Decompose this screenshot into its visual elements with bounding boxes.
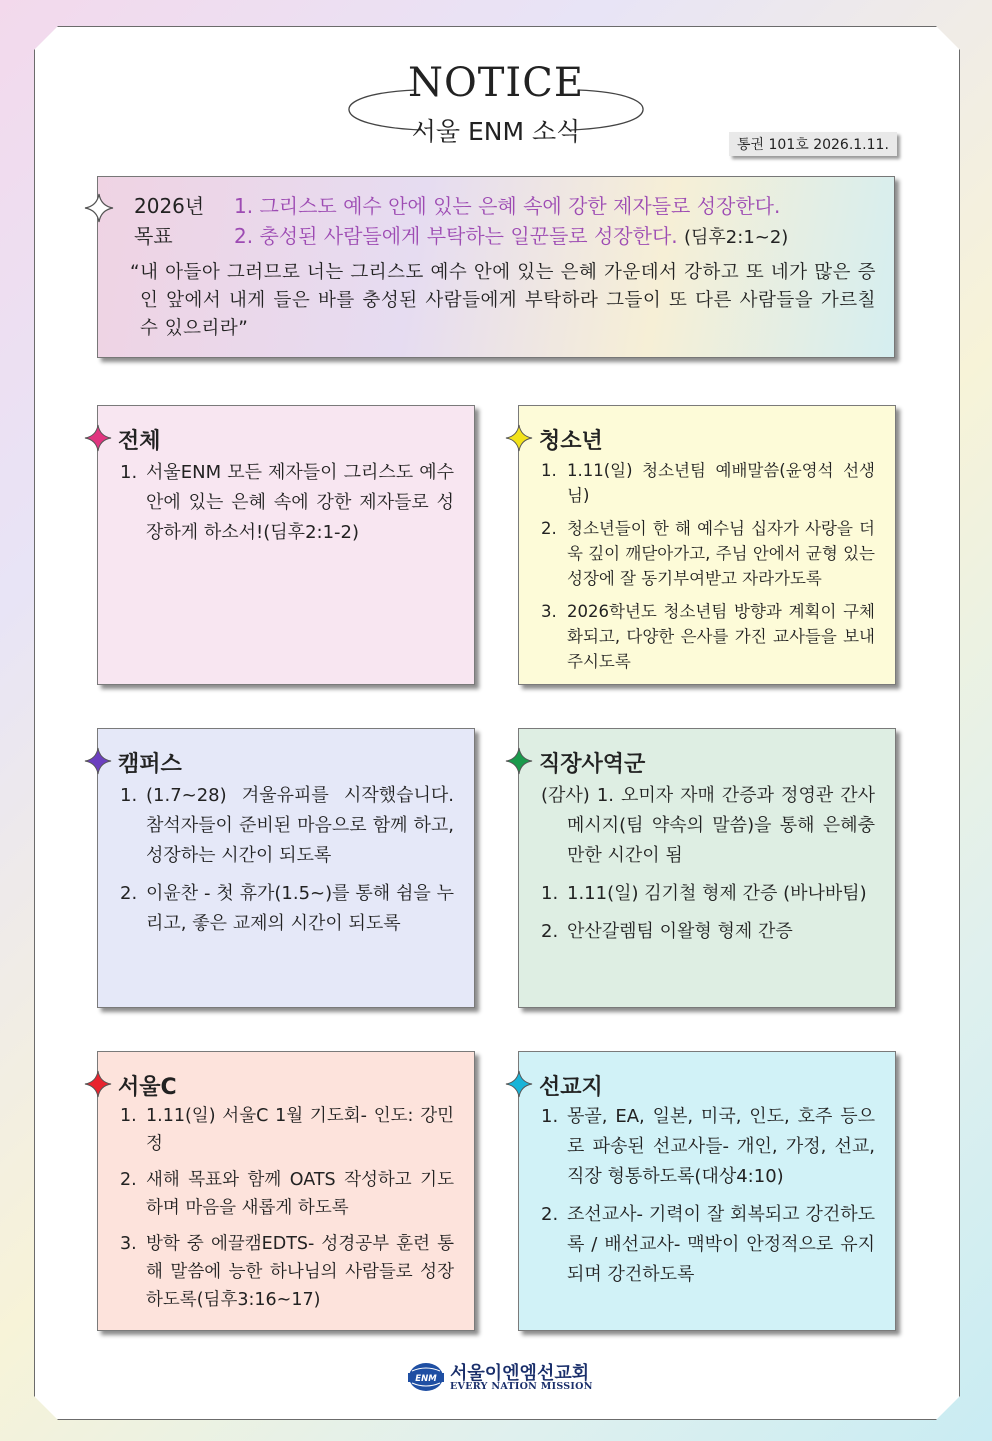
card-title: 청소년 (539, 429, 603, 454)
card-list (541, 1102, 875, 1298)
card-work (518, 728, 896, 1008)
card-title: 전체 (118, 429, 161, 454)
svg-text:ENM: ENM (415, 1374, 437, 1384)
list-item: 2. 이윤찬 - 첫 휴가(1.5~)를 통해 쉼을 누리고, 좋은 교제의 시간이 되도록 (120, 883, 454, 934)
org-name-kr: 서울이엔엠선교회 (450, 1363, 590, 1384)
card-campus (97, 728, 475, 1008)
card-all (97, 405, 475, 685)
list-item: 1. 1.11(일) 김기철 형제 간증 (바나바팀) (541, 883, 867, 904)
list-item: 3. 방학 중 에끌캠EDTS- 성경공부 훈련 통해 말씀에 능한 하나님의 사람들로 성장하도록(딤후3:16~17) (120, 1234, 454, 1310)
header (346, 58, 646, 158)
card-seoulc (97, 1051, 475, 1331)
card-list (120, 1102, 454, 1322)
sparkle-icon (84, 424, 112, 452)
page-subtitle: 서울 ENM 소식 (411, 117, 581, 146)
goal-label (134, 191, 204, 251)
list-item: 2. 안산갈렘팀 이왈형 형제 간증 (541, 921, 793, 942)
card-list (120, 781, 454, 947)
card-list (541, 458, 875, 682)
list-item: 2. 조선교사- 기력이 잘 회복되고 강건하도록 / 배선교사- 맥박이 안정적으로 유지되며 강건하도록 (541, 1204, 875, 1285)
card-youth (518, 405, 896, 685)
list-item: 2. 새해 목표와 함께 OATS 작성하고 기도하며 마음을 새롭게 하도록 (120, 1170, 454, 1218)
goal-items (234, 191, 788, 253)
list-item: 1. (1.7~28) 겨울유피를 시작했습니다. 참석자들이 준비된 마음으로 함께 하고, 성장하는 시간이 되도록 (120, 785, 454, 866)
card-title: 직장사역군 (539, 752, 646, 777)
sparkle-icon (84, 747, 112, 775)
goal-label-text: 목표 (134, 224, 173, 248)
list-item: 1. 1.11(일) 청소년팀 예배말씀(윤영석 선생님) (541, 461, 875, 505)
issue-badge: 통권 101호 2026.1.11. (729, 132, 897, 156)
list-item: 3. 2026학년도 청소년팀 방향과 계획이 구체화되고, 다양한 은사를 가진 교사들을 보내 주시도록 (541, 602, 875, 671)
sparkle-icon (84, 193, 114, 223)
list-item: 1. 1.11(일) 서울C 1월 기도회- 인도: 강민정 (120, 1106, 454, 1154)
card-list (541, 781, 875, 955)
sparkle-icon (84, 1070, 112, 1098)
card-title: 선교지 (539, 1075, 603, 1100)
enm-logo-icon (408, 1361, 444, 1393)
sparkle-icon (505, 1070, 533, 1098)
card-title: 서울C (118, 1075, 177, 1100)
sparkle-icon (505, 747, 533, 775)
page-title: NOTICE (407, 60, 585, 106)
thanks-note: (감사) 1. 오미자 자매 간증과 정영관 간사 메시지(팀 약속의 말씀)을 통해 은혜충만한 시간이 됨 (541, 785, 875, 866)
sparkle-icon (505, 424, 533, 452)
list-item: 1. 몽골, EA, 일본, 미국, 인도, 호주 등으로 파송된 선교사들- 개인, 가정, 선교, 직장 형통하도록(대상4:10) (541, 1106, 875, 1187)
goal-item-2: 2. 충성된 사람들에게 부탁하는 일꾼들로 성장한다. (234, 224, 678, 248)
org-name-en: EVERY NATION MISSION (450, 1381, 593, 1392)
goal-item-1: 1. 그리스도 예수 안에 있는 은혜 속에 강한 제자들로 성장한다. (234, 194, 781, 218)
goal-year: 2026년 (134, 194, 205, 218)
card-mission (518, 1051, 896, 1331)
card-title: 캠퍼스 (118, 752, 182, 777)
goal-verse: “내 아들아 그러므로 너는 그리스도 예수 안에 있는 은혜 가운데서 강하고 또 네가 많은 증인 앞에서 내게 들은 바를 충성된 사람들에게 부탁하라 그들이 또 다른 사람들을 가르칠 수 있으리라” (130, 262, 876, 339)
goal-ref: (딤후2:1~2) (684, 227, 789, 248)
list-item: 2. 청소년들이 한 해 예수님 십자가 사랑을 더욱 깊이 깨닫아가고, 주님 안에서 균형 있는 성장에 잘 동기부여받고 자라가도록 (541, 519, 875, 588)
goal-box (97, 176, 895, 358)
list-item: 1. 서울ENM 모든 제자들이 그리스도 예수 안에 있는 은혜 속에 강한 제자들로 성장하게 하소서!(딤후2:1-2) (120, 462, 454, 543)
card-list (120, 458, 454, 556)
footer (408, 1359, 608, 1395)
